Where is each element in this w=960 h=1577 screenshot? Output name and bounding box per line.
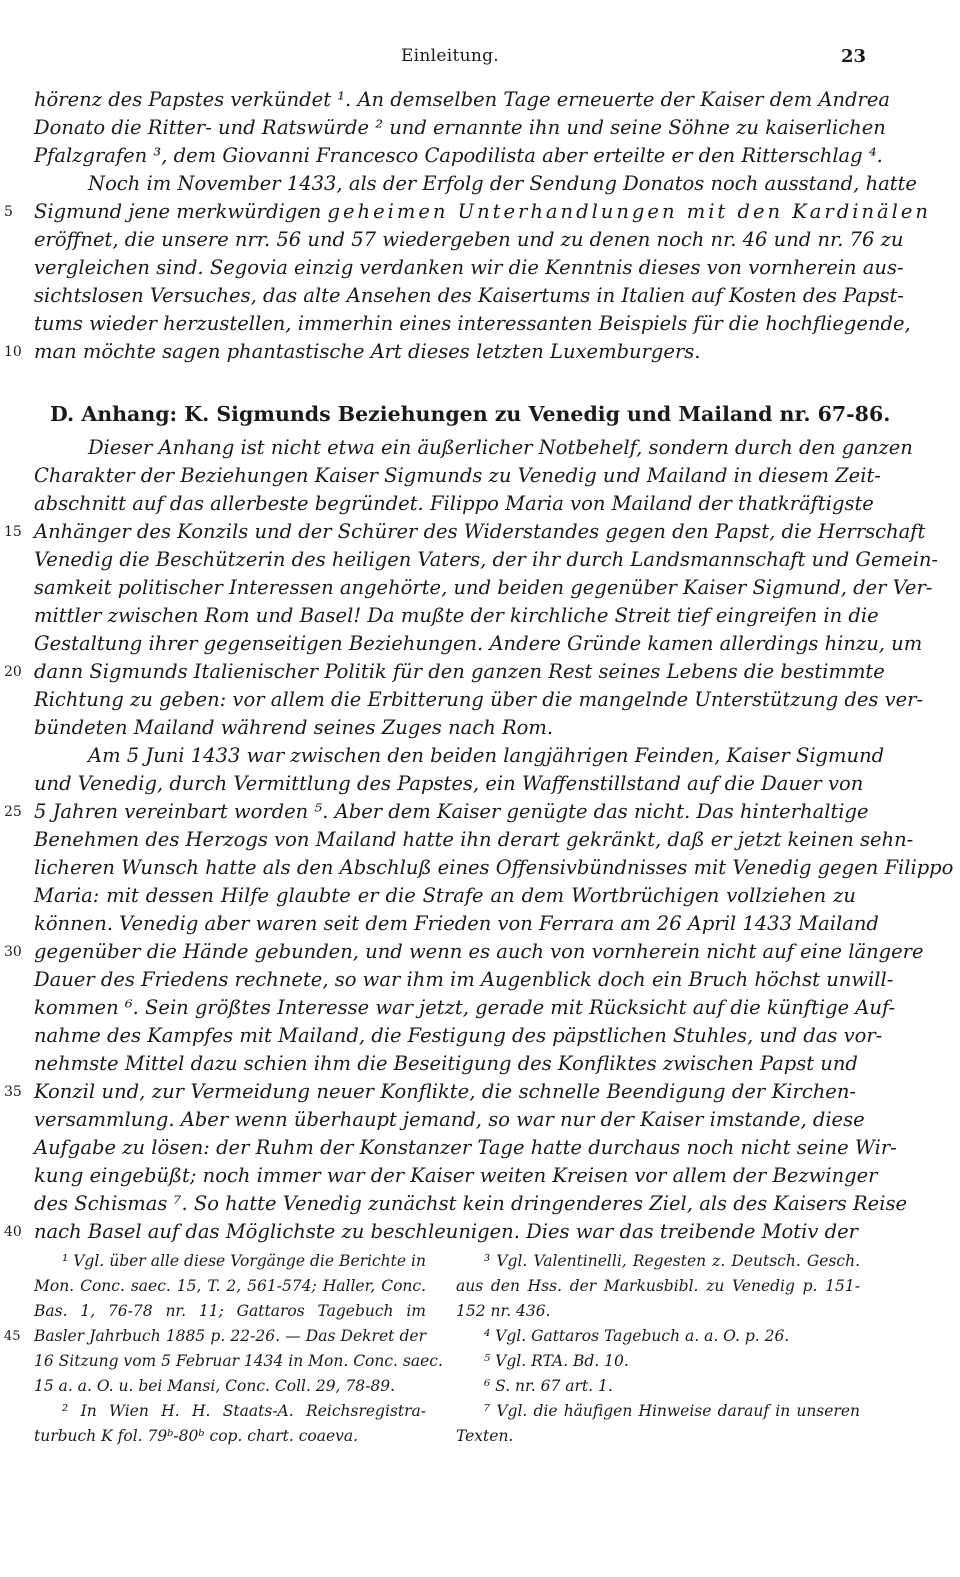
footnote-line: Basler Jahrbuch 1885 p. 22-26. — Das Dekret der [34,1327,426,1345]
text-line: kung eingebüßt; noch immer war der Kaiser weiten Kreisen vor allem der Bezwinger [34,1164,878,1187]
footnote-line: ⁴ Vgl. Gattaros Tagebuch a. a. O. p. 26. [484,1327,790,1345]
footnote-line: Texten. [456,1427,514,1445]
line-number: 10 [4,344,22,360]
text-line: Aufgabe zu lösen: der Ruhm der Konstanzer Tage hatte durchaus noch nicht seine Wir- [34,1136,897,1159]
text-line: Charakter der Beziehungen Kaiser Sigmunds zu Venedig und Mailand in diesem Zeit- [34,464,881,487]
text-line: Anhänger des Konzils und der Schürer des Widerstandes gegen den Papst, die Herrschaft [34,520,926,543]
text-line: Gestaltung ihrer gegenseitigen Beziehungen. Andere Gründe kamen allerdings hinzu, um [34,632,923,655]
line-number: 5 [4,204,13,220]
text-line: man möchte sagen phantastische Art dieses letzten Luxemburgers. [34,340,701,363]
text-line: 5 Jahren vereinbart worden ⁵. Aber dem Kaiser genügte das nicht. Das hinterhaltige [34,800,869,823]
text-line: vergleichen sind. Segovia einzig verdanken wir die Kenntnis dieses von vornherein aus- [34,256,904,279]
footnote-line: 16 Sitzung vom 5 Februar 1434 in Mon. Conc. saec. [34,1352,443,1370]
line-number: 35 [4,1084,22,1100]
text-line: abschnitt auf das allerbeste begründet. Filippo Maria von Mailand der thatkräftigste [34,492,874,515]
line-number: 25 [4,804,22,820]
spaced-emphasis: geheimen Unterhandlungen mit den Kardinälen [327,200,931,223]
text-line: Sigmund jene merkwürdigen geheimen Unterhandlungen mit den Kardinälen [34,200,931,223]
section-heading: D. Anhang: K. Sigmunds Beziehungen zu Venedig und Mailand nr. 67-86. [50,402,891,426]
text-line: samkeit politischer Interessen angehörte, und beiden gegenüber Kaiser Sigmund, der Ver- [34,576,933,599]
footnote-line: ² In Wien H. H. Staats-A. Reichsregistra- [62,1402,426,1420]
footnote-line: ⁷ Vgl. die häufigen Hinweise darauf in unseren [484,1402,860,1420]
text-line: Dauer des Friedens rechnete, so war ihm im Augenblick doch ein Bruch höchst unwill- [34,968,894,991]
text-line: Venedig die Beschützerin des heiligen Vaters, der ihr durch Landsmannschaft und Gemein- [34,548,938,571]
text-line: dann Sigmunds Italienischer Politik für den ganzen Rest seines Lebens die bestimmte [34,660,885,683]
line-number: 30 [4,944,22,960]
running-title: Einleitung. [400,46,500,66]
line-number: 40 [4,1224,22,1240]
footnote-line: Bas. 1, 76-78 nr. 11; Gattaros Tagebuch im [34,1302,426,1320]
footnotes-left [34,1249,443,1449]
footnote-line: ¹ Vgl. über alle diese Vorgänge die Berichte in [62,1252,426,1270]
text-line: gegenüber die Hände gebunden, und wenn es auch von vornherein nicht auf eine längere [34,940,924,963]
text-line: eröffnet, die unsere nrr. 56 und 57 wiedergeben und zu denen noch nr. 46 und nr. 76 zu [34,228,904,251]
text-line: Am 5 Juni 1433 war zwischen den beiden langjährigen Feinden, Kaiser Sigmund [88,744,885,767]
text-line: mittler zwischen Rom und Basel! Da mußte der kirchliche Streit tief eingreifen in die [34,604,879,627]
text-line: Pfalzgrafen ³, dem Giovanni Francesco Capodilista aber erteilte er den Ritterschlag ⁴. [34,144,883,167]
line-number: 45 [4,1329,21,1344]
page-number: 23 [840,46,866,67]
line-number: 15 [4,524,22,540]
text-line: versammlung. Aber wenn überhaupt jemand, so war nur der Kaiser imstande, diese [34,1108,865,1131]
footnote-line: 15 a. a. O. u. bei Mansi, Conc. Coll. 29, 78-89. [34,1377,396,1395]
text-line: nach Basel auf das Möglichste zu beschleunigen. Dies war das treibende Motiv der [34,1220,858,1243]
text-line: kommen ⁶. Sein größtes Interesse war jetzt, gerade mit Rücksicht auf die künftige Auf- [34,996,896,1019]
footnotes-right [456,1249,860,1449]
text-line: Konzil und, zur Vermeidung neuer Konflikte, die schnelle Beendigung der Kirchen- [34,1080,856,1103]
footnote-line: Mon. Conc. saec. 15, T. 2, 561-574; Haller, Conc. [34,1277,426,1295]
text-line: bündeten Mailand während seines Zuges nach Rom. [34,716,554,739]
text-line: licheren Wunsch hatte als den Abschluß eines Offensivbündnisses mit Venedig gegen Filippo [34,856,954,879]
footnote-line: 152 nr. 436. [456,1302,551,1320]
text-line: nahme des Kampfes mit Mailand, die Festigung des päpstlichen Stuhles, und das vor- [34,1024,883,1047]
footnote-line: ⁵ Vgl. RTA. Bd. 10. [484,1352,629,1370]
running-head [0,46,960,74]
text-line: sichtslosen Versuches, das alte Ansehen des Kaisertums in Italien auf Kosten des Papst- [34,284,904,307]
text-line: Maria: mit dessen Hilfe glaubte er die Strafe an dem Wortbrüchigen vollziehen zu [34,884,856,907]
text-line: und Venedig, durch Vermittlung des Papstes, ein Waffenstillstand auf die Dauer von [34,772,864,795]
text-line: tums wieder herzustellen, immerhin eines interessanten Beispiels für die hochfliegende, [34,312,911,335]
text-line: nehmste Mittel dazu schien ihm die Beseitigung des Konfliktes zwischen Papst und [34,1052,858,1075]
text-line: Richtung zu geben: vor allem die Erbitterung über die mangelnde Unterstützung des ver- [34,688,924,711]
text-line: des Schismas ⁷. So hatte Venedig zunächst kein dringenderes Ziel, als des Kaisers Reise [34,1192,907,1215]
footnote-line: ³ Vgl. Valentinelli, Regesten z. Deutsch. Gesch. [484,1252,860,1270]
text-line: hörenz des Papstes verkündet ¹. An demselben Tage erneuerte der Kaiser dem Andrea [34,88,891,111]
line-number: 20 [4,664,22,680]
footnote-line: aus den Hss. der Markusbibl. zu Venedig p. 151- [456,1277,860,1295]
footnote-line: ⁶ S. nr. 67 art. 1. [484,1377,613,1395]
text-line: Noch im November 1433, als der Erfolg der Sendung Donatos noch ausstand, hatte [88,172,917,195]
text-line: können. Venedig aber waren seit dem Frieden von Ferrara am 26 April 1433 Mailand [34,912,879,935]
text-line: Donato die Ritter- und Ratswürde ² und ernannte ihn und seine Söhne zu kaiserlichen [34,116,886,139]
footnote-line: turbuch K fol. 79ᵇ-80ᵇ cop. chart. coaeva. [34,1427,359,1445]
text-line: Benehmen des Herzogs von Mailand hatte ihn derart gekränkt, daß er jetzt keinen sehn- [34,828,914,851]
text-line: Dieser Anhang ist nicht etwa ein äußerlicher Notbehelf, sondern durch den ganzen [88,436,913,459]
